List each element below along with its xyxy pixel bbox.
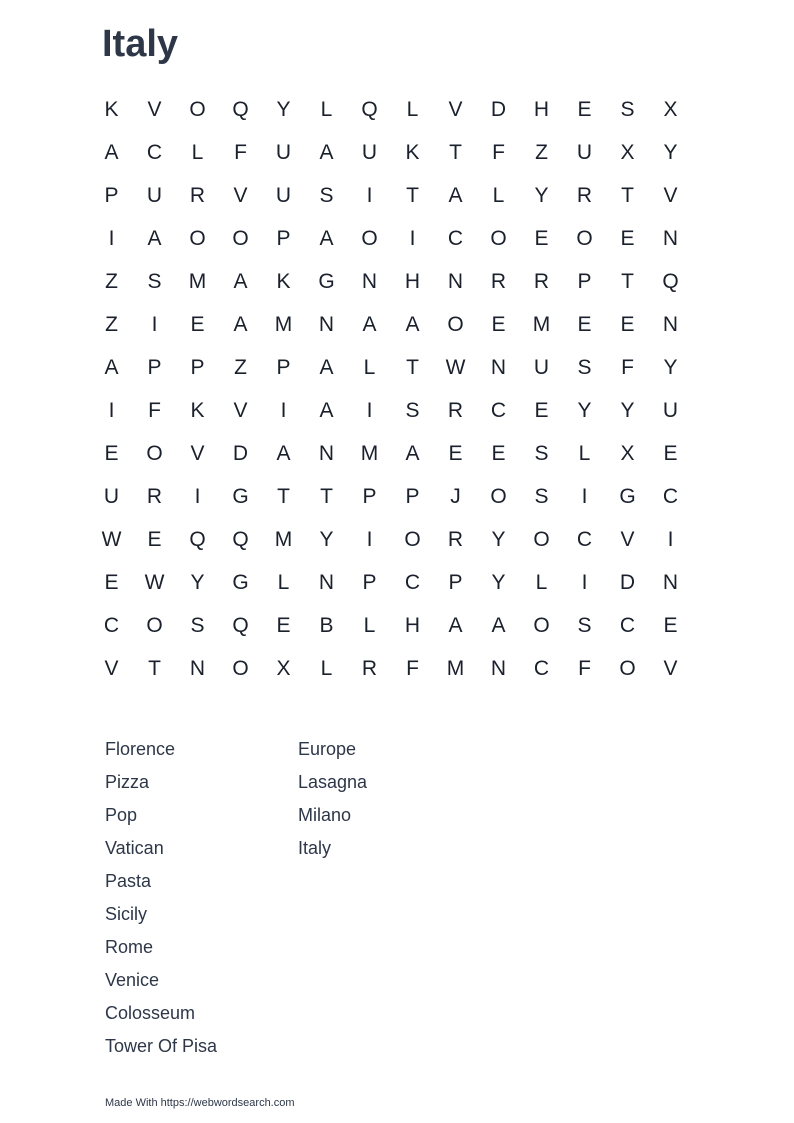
grid-cell: N — [189, 656, 206, 680]
grid-cell: Q — [232, 97, 249, 121]
grid-cell: I — [581, 484, 588, 508]
grid-cell: K — [276, 269, 291, 293]
grid-cell: Y — [319, 527, 334, 551]
grid-cell: O — [189, 97, 206, 121]
grid-cell: Z — [105, 312, 118, 336]
grid-cell: A — [319, 398, 334, 422]
grid-cell: L — [320, 656, 333, 680]
grid-cell: N — [318, 441, 335, 465]
grid-cell: E — [190, 312, 205, 336]
grid-cell: K — [190, 398, 205, 422]
grid-cell: C — [619, 613, 636, 637]
grid-cell: E — [147, 527, 162, 551]
grid-cell: A — [405, 441, 420, 465]
grid-cell: L — [492, 183, 505, 207]
grid-cell: C — [533, 656, 550, 680]
grid-cell: Q — [361, 97, 378, 121]
grid-cell: I — [409, 226, 416, 250]
grid-cell: N — [318, 570, 335, 594]
grid-cell: H — [533, 97, 550, 121]
grid-cell: I — [280, 398, 287, 422]
grid-cell: O — [576, 226, 593, 250]
grid-cell: E — [448, 441, 463, 465]
grid-cell: L — [406, 97, 419, 121]
puzzle-title: Italy — [102, 23, 179, 65]
grid-cell: E — [276, 613, 291, 637]
word-list-item: Florence — [105, 739, 176, 759]
grid-cell: L — [320, 97, 333, 121]
grid-cell: N — [490, 656, 507, 680]
grid-cell: P — [147, 355, 162, 379]
grid-cell: G — [619, 484, 636, 508]
grid-cell: P — [276, 355, 291, 379]
grid-cell: M — [360, 441, 379, 465]
grid-cell: D — [619, 570, 636, 594]
grid-cell: O — [490, 226, 507, 250]
grid-cell: N — [662, 570, 679, 594]
grid-cell: E — [104, 570, 119, 594]
grid-cell: E — [534, 226, 549, 250]
grid-cell: R — [146, 484, 163, 508]
word-list-item: Tower Of Pisa — [105, 1036, 218, 1056]
grid-cell: I — [366, 183, 373, 207]
grid-cell: V — [190, 441, 205, 465]
grid-cell: U — [146, 183, 163, 207]
grid-cell: S — [577, 613, 592, 637]
grid-cell: A — [448, 183, 463, 207]
grid-cell: V — [233, 183, 248, 207]
grid-cell: Y — [491, 527, 506, 551]
grid-cell: S — [577, 355, 592, 379]
grid-cell: O — [146, 441, 163, 465]
grid-cell: T — [277, 484, 290, 508]
grid-cell: Y — [534, 183, 549, 207]
grid-cell: N — [490, 355, 507, 379]
grid-cell: P — [362, 570, 377, 594]
grid-cell: S — [147, 269, 162, 293]
grid-cell: L — [363, 613, 376, 637]
grid-cell: S — [319, 183, 334, 207]
grid-cell: E — [104, 441, 119, 465]
grid-cell: Y — [663, 355, 678, 379]
grid-cell: A — [104, 140, 119, 164]
word-list-item: Pizza — [105, 772, 150, 792]
letter-grid — [90, 88, 692, 690]
grid-cell: V — [448, 97, 463, 121]
grid-cell: J — [450, 484, 461, 508]
grid-cell: A — [319, 355, 334, 379]
grid-cell: I — [366, 398, 373, 422]
grid-cell: Y — [620, 398, 635, 422]
word-list-item: Europe — [298, 739, 357, 759]
grid-cell: T — [449, 140, 462, 164]
grid-cell: D — [490, 97, 507, 121]
grid-cell: A — [319, 140, 334, 164]
grid-cell: X — [663, 97, 678, 121]
grid-cell: I — [108, 226, 115, 250]
grid-cell: O — [361, 226, 378, 250]
grid-cell: G — [232, 570, 249, 594]
grid-cell: W — [144, 570, 165, 594]
grid-cell: I — [108, 398, 115, 422]
grid-cell: T — [406, 355, 419, 379]
grid-cell: H — [404, 269, 421, 293]
grid-cell: I — [581, 570, 588, 594]
grid-cell: P — [577, 269, 592, 293]
grid-cell: T — [406, 183, 419, 207]
grid-cell: M — [532, 312, 551, 336]
grid-cell: N — [662, 312, 679, 336]
grid-cell: F — [148, 398, 161, 422]
grid-cell: N — [662, 226, 679, 250]
grid-cell: V — [620, 527, 635, 551]
grid-cell: K — [405, 140, 420, 164]
grid-cell: R — [361, 656, 378, 680]
grid-cell: R — [490, 269, 507, 293]
grid-cell: S — [534, 441, 549, 465]
grid-cell: C — [490, 398, 507, 422]
grid-cell: U — [103, 484, 120, 508]
grid-cell: G — [232, 484, 249, 508]
grid-cell: C — [447, 226, 464, 250]
word-list-item: Colosseum — [105, 1003, 196, 1023]
grid-cell: M — [188, 269, 207, 293]
grid-cell: S — [534, 484, 549, 508]
grid-cell: R — [447, 527, 464, 551]
grid-cell: N — [318, 312, 335, 336]
grid-cell: U — [275, 140, 292, 164]
grid-cell: P — [448, 570, 463, 594]
grid-cell: C — [404, 570, 421, 594]
grid-cell: U — [275, 183, 292, 207]
grid-cell: U — [533, 355, 550, 379]
grid-cell: F — [578, 656, 591, 680]
grid-cell: X — [620, 441, 635, 465]
grid-cell: T — [148, 656, 161, 680]
grid-cell: S — [620, 97, 635, 121]
grid-cell: R — [189, 183, 206, 207]
grid-cell: A — [233, 312, 248, 336]
grid-cell: E — [663, 613, 678, 637]
grid-cell: E — [620, 226, 635, 250]
grid-cell: F — [621, 355, 634, 379]
grid-cell: O — [533, 613, 550, 637]
grid-cell: B — [319, 613, 334, 637]
word-list-item: Vatican — [105, 838, 164, 858]
grid-cell: R — [576, 183, 593, 207]
grid-cell: T — [621, 183, 634, 207]
grid-cell: Y — [577, 398, 592, 422]
grid-cell: Y — [276, 97, 291, 121]
grid-cell: W — [445, 355, 466, 379]
grid-cell: O — [533, 527, 550, 551]
grid-cell: V — [147, 97, 162, 121]
word-list-item: Pop — [105, 805, 138, 825]
grid-cell: P — [276, 226, 291, 250]
grid-cell: V — [233, 398, 248, 422]
grid-cell: Q — [232, 613, 249, 637]
word-list-item: Italy — [298, 838, 332, 858]
grid-cell: P — [104, 183, 119, 207]
grid-cell: C — [576, 527, 593, 551]
grid-cell: F — [406, 656, 419, 680]
grid-cell: Z — [234, 355, 247, 379]
grid-cell: R — [447, 398, 464, 422]
grid-cell: Z — [535, 140, 548, 164]
grid-cell: L — [277, 570, 290, 594]
grid-cell: L — [363, 355, 376, 379]
grid-cell: A — [276, 441, 291, 465]
grid-cell: H — [404, 613, 421, 637]
grid-cell: O — [189, 226, 206, 250]
grid-cell: W — [101, 527, 122, 551]
grid-cell: O — [447, 312, 464, 336]
grid-cell: O — [146, 613, 163, 637]
grid-cell: I — [667, 527, 674, 551]
grid-cell: L — [578, 441, 591, 465]
grid-cell: X — [620, 140, 635, 164]
grid-cell: E — [577, 97, 592, 121]
grid-cell: E — [620, 312, 635, 336]
grid-cell: P — [362, 484, 377, 508]
word-list-item: Rome — [105, 937, 154, 957]
grid-cell: F — [234, 140, 247, 164]
grid-cell: A — [104, 355, 119, 379]
grid-cell: R — [533, 269, 550, 293]
word-list-item: Pasta — [105, 871, 152, 891]
grid-cell: T — [621, 269, 634, 293]
grid-cell: Z — [105, 269, 118, 293]
grid-cell: T — [320, 484, 333, 508]
grid-cell: U — [662, 398, 679, 422]
word-list-item: Milano — [298, 805, 352, 825]
grid-cell: N — [447, 269, 464, 293]
grid-cell: C — [662, 484, 679, 508]
grid-cell: P — [405, 484, 420, 508]
grid-cell: E — [491, 441, 506, 465]
word-list-item: Sicily — [105, 904, 148, 924]
word-list-item: Lasagna — [298, 772, 368, 792]
grid-cell: O — [404, 527, 421, 551]
grid-cell: I — [151, 312, 158, 336]
grid-cell: C — [146, 140, 163, 164]
grid-cell: C — [103, 613, 120, 637]
grid-cell: E — [577, 312, 592, 336]
grid-cell: A — [448, 613, 463, 637]
grid-cell: O — [490, 484, 507, 508]
grid-cell: A — [405, 312, 420, 336]
grid-cell: O — [232, 226, 249, 250]
grid-cell: Q — [189, 527, 206, 551]
word-list — [105, 736, 491, 1066]
grid-cell: E — [491, 312, 506, 336]
grid-cell: M — [274, 527, 293, 551]
word-list-item: Venice — [105, 970, 160, 990]
grid-cell: E — [663, 441, 678, 465]
grid-cell: A — [319, 226, 334, 250]
grid-cell: S — [405, 398, 420, 422]
grid-cell: Y — [190, 570, 205, 594]
grid-cell: K — [104, 97, 119, 121]
grid-cell: L — [535, 570, 548, 594]
grid-cell: P — [190, 355, 205, 379]
grid-cell: I — [366, 527, 373, 551]
grid-cell: M — [446, 656, 465, 680]
grid-cell: A — [362, 312, 377, 336]
grid-cell: O — [232, 656, 249, 680]
grid-cell: D — [232, 441, 249, 465]
grid-cell: G — [318, 269, 335, 293]
grid-cell: V — [104, 656, 119, 680]
grid-cell: I — [194, 484, 201, 508]
grid-cell: X — [276, 656, 291, 680]
grid-cell: U — [576, 140, 593, 164]
grid-cell: Q — [232, 527, 249, 551]
grid-cell: O — [619, 656, 636, 680]
grid-cell: A — [147, 226, 162, 250]
grid-cell: M — [274, 312, 293, 336]
grid-cell: V — [663, 656, 678, 680]
grid-cell: Q — [662, 269, 679, 293]
grid-cell: Y — [663, 140, 678, 164]
footer-credit: Made With https://webwordsearch.com — [105, 1097, 295, 1109]
grid-cell: E — [534, 398, 549, 422]
grid-cell: Y — [491, 570, 506, 594]
grid-cell: A — [491, 613, 506, 637]
grid-cell: L — [191, 140, 204, 164]
grid-cell: U — [361, 140, 378, 164]
grid-cell: S — [190, 613, 205, 637]
grid-cell: F — [492, 140, 505, 164]
grid-cell: V — [663, 183, 678, 207]
grid-cell: N — [361, 269, 378, 293]
grid-cell: A — [233, 269, 248, 293]
